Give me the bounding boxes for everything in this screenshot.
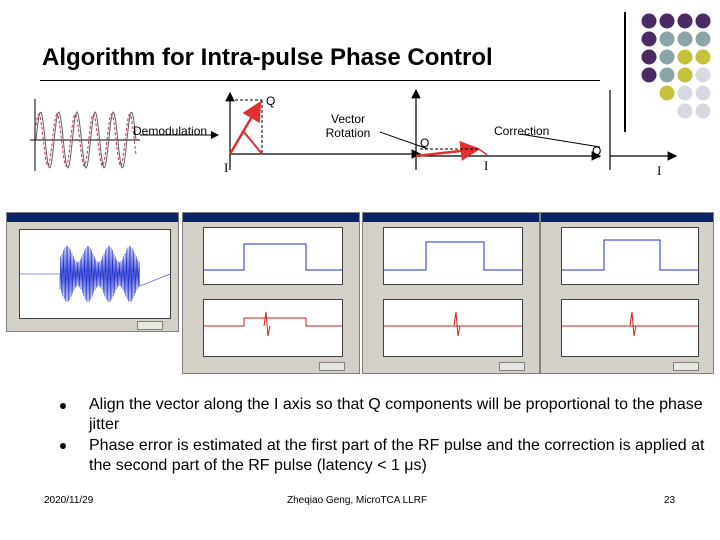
q-axis-label-1: Q	[266, 94, 276, 108]
screenshot-window-demod	[6, 212, 179, 332]
plot-panel-top	[383, 227, 523, 285]
i-axis-label-2: I	[484, 158, 489, 173]
footer-author: Zheqiao Geng, MicroTCA LLRF	[287, 495, 428, 506]
window-titlebar	[183, 213, 359, 222]
decorative-dot	[696, 68, 711, 83]
i-axis-label-1: I	[224, 160, 229, 175]
bullet-text-1: Align the vector along the I axis so that Q components will be proportional to the phase jitter	[89, 396, 703, 433]
decorative-dot	[696, 32, 711, 47]
decorative-dot	[642, 14, 657, 29]
screenshot-window-correction	[362, 212, 540, 374]
vector-rotation-label: Vector Rotation	[325, 112, 371, 140]
decorative-dot	[678, 50, 693, 65]
decorative-dot	[660, 32, 675, 47]
waveform-trace	[20, 230, 170, 318]
iq-diagram	[0, 85, 720, 210]
plot-panel-top	[561, 227, 699, 285]
plot-panel-top	[203, 227, 343, 285]
correction-label: Correction	[494, 124, 550, 138]
window-titlebar	[541, 213, 713, 222]
bullet-icon	[60, 403, 66, 409]
q-axis-label-3: Q	[592, 144, 602, 158]
decorative-dot	[660, 68, 675, 83]
i-axis-label-3: I	[657, 163, 662, 178]
iq-frame-3	[610, 90, 676, 170]
window-titlebar	[363, 213, 539, 222]
decorative-dot	[678, 14, 693, 29]
plot-panel-bottom	[203, 299, 343, 357]
demodulation-label: Demodulation	[133, 124, 208, 138]
plot-panel	[19, 229, 171, 319]
window-ok-button[interactable]	[499, 362, 525, 371]
plot-panel-bottom	[383, 299, 523, 357]
slide-title: Algorithm for Intra-pulse Phase Control	[42, 44, 493, 71]
window-titlebar	[7, 213, 178, 222]
decorative-dot	[642, 50, 657, 65]
window-ok-button[interactable]	[137, 321, 163, 330]
decorative-dot	[696, 50, 711, 65]
bullet-icon	[60, 443, 66, 449]
bullet-text-2: Phase error is estimated at the first part of the RF pulse and the correction is applied at the second part of the RF pulse (latency < 1 μs)	[89, 437, 705, 474]
q-axis-label-2: Q	[420, 136, 430, 150]
decorative-dot	[660, 14, 675, 29]
decorative-dot	[660, 50, 675, 65]
window-ok-button[interactable]	[319, 362, 345, 371]
plot-panel-bottom	[561, 299, 699, 357]
screenshot-window-result	[540, 212, 714, 374]
decorative-dot	[696, 14, 711, 29]
page-number: 23	[664, 495, 676, 506]
decorative-dot	[642, 68, 657, 83]
title-underline	[40, 80, 600, 81]
decorative-dot	[642, 32, 657, 47]
footer-date: 2020/11/29	[44, 495, 94, 506]
window-ok-button[interactable]	[673, 362, 699, 371]
screenshot-window-rotation	[182, 212, 360, 374]
decorative-dot	[678, 68, 693, 83]
waveform-plot	[30, 99, 140, 171]
decorative-dot	[678, 32, 693, 47]
